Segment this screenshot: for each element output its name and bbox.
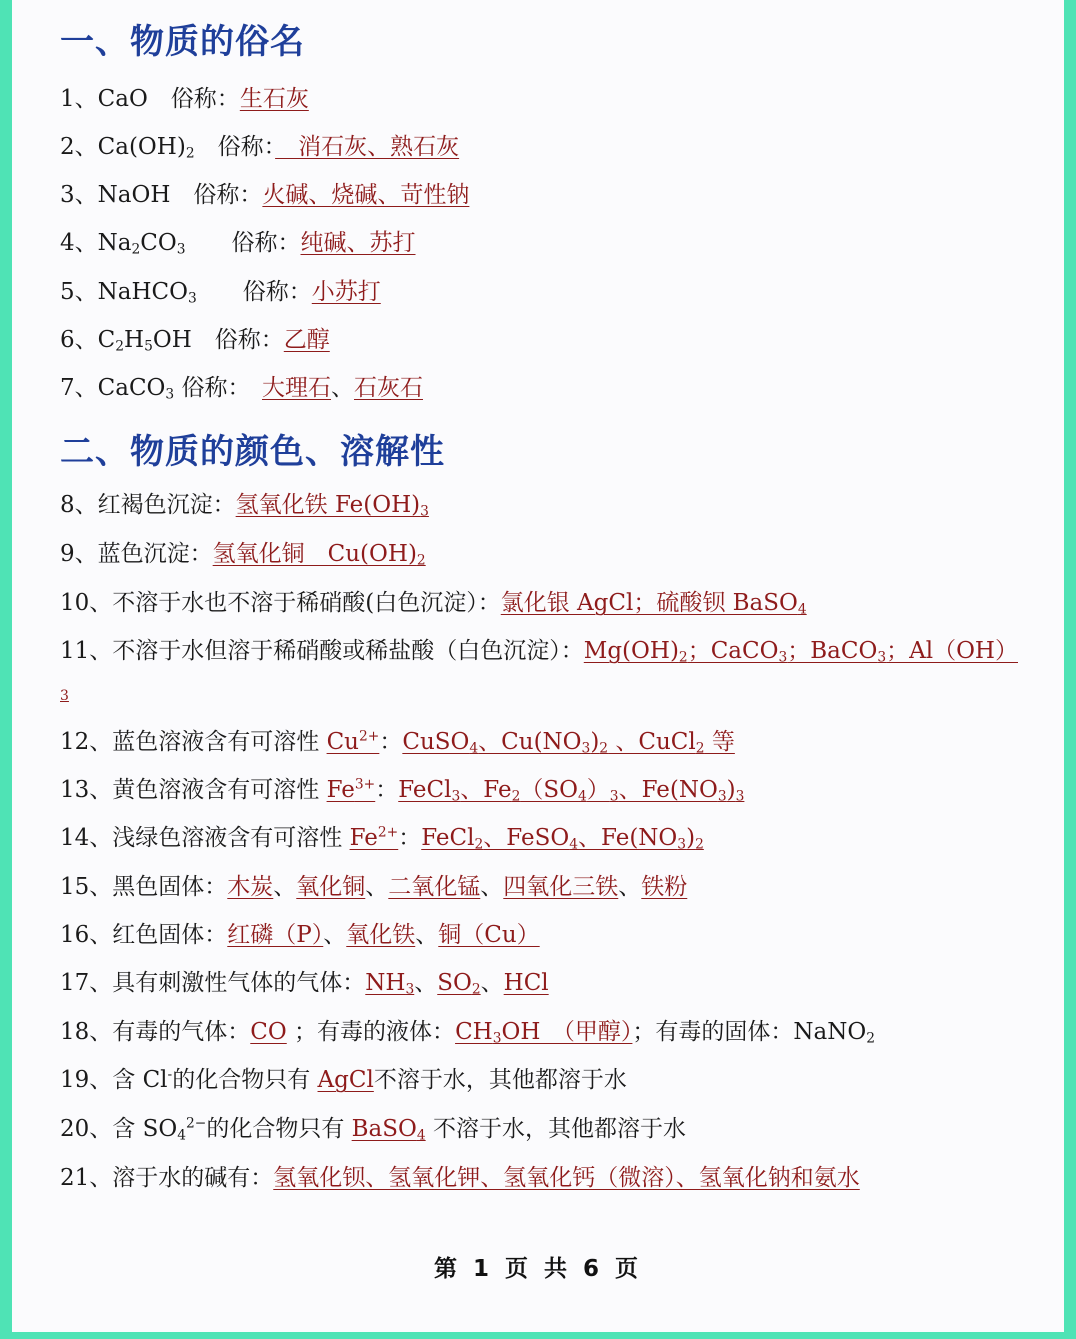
line-11-b: ；CaCO [687,638,779,664]
line-8-answer: 氢氧化铁 Fe(OH) [235,492,421,518]
line-21-text: 21、溶于水的碱有： [60,1165,274,1191]
line-20-answer: BaSO [351,1116,417,1142]
line-10 [60,588,807,618]
line-12-s1: 4 [469,740,479,757]
line-6-sub1: 2 [115,338,125,355]
line-16-sep1: 、 [323,922,347,948]
line-15-e: 铁粉 [641,874,688,900]
line-16-c: 铜（Cu） [438,922,540,948]
line-7 [60,373,423,403]
line-18-s1: 3 [492,1030,502,1047]
line-16-sep2: 、 [415,922,439,948]
line-21 [60,1163,860,1193]
line-13-charge: 3+ [354,776,376,793]
line-12 [60,727,735,757]
line-2-answer: 消石灰、熟石灰 [275,134,460,160]
line-14-b: 、FeSO [483,825,570,851]
line-14-s1: 2 [474,836,484,853]
line-3 [60,180,469,210]
line-2-text: 2、Ca(OH) [60,134,186,160]
line-13-colon: ： [375,777,399,803]
line-17-b: SO [437,970,472,996]
line-15-a: 木炭 [227,874,274,900]
line-18-b: CH [455,1019,493,1045]
line-13-s3: 4 [578,788,587,805]
line-14-ion: Fe [349,825,378,851]
line-14-c: 、Fe(NO [578,825,678,851]
line-15-sep4: 、 [618,874,642,900]
line-4-sub1: 2 [131,241,141,258]
line-5-sub: 3 [187,290,197,307]
line-18 [60,1017,875,1047]
line-11-s2: 3 [778,649,788,666]
line-12-charge: 2+ [359,728,380,745]
line-13-s5: 3 [717,788,727,805]
line-14-charge: 2+ [377,824,399,841]
line-16-b: 氧化铁 [346,922,416,948]
line-20-mid: 的化合物只有 [206,1116,352,1142]
line-12-s2: 3 [581,740,591,757]
line-12-e: 等 [704,729,735,755]
line-11 [60,636,1018,666]
line-18-a: CO [250,1019,287,1045]
line-20-charge: 2− [185,1115,207,1132]
line-1 [60,84,309,114]
line-3-answer: 火碱、烧碱、苛性钠 [262,182,470,208]
line-1-answer: 生石灰 [239,86,309,112]
line-12-text: 12、蓝色溶液含有可溶性 [60,729,327,755]
line-9-text: 9、蓝色沉淀： [60,541,213,567]
line-6-text2: H [124,327,145,353]
line-4-sub2: 3 [176,241,186,258]
line-13-ion: Fe [326,777,355,803]
line-13-text: 13、黄色溶液含有可溶性 [60,777,327,803]
line-11-c: ；BaCO [787,638,878,664]
line-14-d: ) [686,825,696,851]
line-18-s2: 2 [866,1030,876,1047]
line-13-f: ) [726,777,736,803]
line-16-a: 红磷（P） [227,922,324,948]
line-11-text: 11、不溶于水但溶于稀硝酸或稀盐酸（白色沉淀）： [60,638,584,664]
line-13-s2: 2 [511,788,521,805]
line-12-d: 、CuCl [608,729,696,755]
line-8-text: 8、红褐色沉淀： [60,492,236,518]
line-11-d: ；Al（OH） [886,638,1018,664]
line-20-post: 不溶于水，其他都溶于水 [425,1116,686,1142]
line-17-s1: 3 [405,981,415,998]
line-18-m2: ；有毒的固体：NaNO [632,1019,867,1045]
line-12-s3: 2 [599,740,609,757]
line-15-c: 二氧化锰 [388,874,481,900]
line-13-s4: 3 [609,788,619,805]
line-20-sub: 4 [177,1127,186,1144]
line-2-label: 俗称： [194,134,276,160]
line-13-s1: 3 [451,788,461,805]
line-14-colon: ： [398,825,422,851]
line-12-b: 、Cu(NO [478,729,582,755]
line-18-c: OH （甲醇） [501,1019,633,1045]
line-11-overflow-subscript: 3 [60,688,69,704]
line-2-sub: 2 [185,145,195,162]
line-17-sep1: 、 [414,970,438,996]
line-13-d: ） [586,777,610,803]
line-4-text: 4、Na [60,230,132,256]
line-6 [60,325,330,355]
line-14-s3: 3 [677,836,687,853]
line-13-s6: 3 [735,788,745,805]
line-11-s3: 3 [877,649,887,666]
line-19-post: 不溶于水，其他都溶于水 [373,1067,627,1093]
line-16-text: 16、红色固体： [60,922,228,948]
line-1-text: 1、CaO 俗称： [60,86,240,112]
line-4-text2: CO [140,230,177,256]
line-18-text: 18、有毒的气体： [60,1019,251,1045]
line-12-c: ) [590,729,600,755]
line-19 [60,1065,627,1095]
line-2 [60,132,459,162]
line-15-d: 四氧化三铁 [503,874,619,900]
line-10-text: 10、不溶于水也不溶于稀硝酸(白色沉淀）： [60,590,501,616]
line-5-text: 5、NaHCO [60,279,188,305]
line-17 [60,968,549,998]
line-7-text: 7、CaCO [60,375,166,401]
line-14-text: 14、浅绿色溶液含有可溶性 [60,825,350,851]
line-7-answer1: 大理石 [262,375,331,401]
line-17-a: NH [365,970,406,996]
line-9-answer: 氢氧化铜 Cu(OH) [212,541,417,567]
line-12-colon: ： [379,729,403,755]
line-5-label: 俗称： [196,279,312,305]
line-4-label: 俗称： [185,230,301,256]
line-13-a: FeCl [398,777,452,803]
section-heading-colors: 二、物质的颜色、溶解性 [60,432,445,472]
line-5 [60,277,381,307]
line-19-charge: - [167,1066,173,1083]
line-15-sep3: 、 [480,874,504,900]
line-6-text: 6、C [60,327,116,353]
line-13-c: （SO [520,777,579,803]
line-4 [60,228,416,258]
line-20-answer-sub: 4 [416,1127,426,1144]
line-9-sub: 2 [416,552,426,569]
page-footer: 第 1 页 共 6 页 [433,1256,643,1282]
line-17-s2: 2 [471,981,481,998]
line-15-text: 15、黑色固体： [60,874,228,900]
line-8-sub: 3 [420,503,429,520]
line-17-text: 17、具有刺激性气体的气体： [60,970,366,996]
line-4-answer: 纯碱、苏打 [300,230,416,256]
line-14-a: FeCl [421,825,475,851]
line-16 [60,920,540,950]
line-15-sep2: 、 [365,874,389,900]
line-10-answer: 氯化银 AgCl；硫酸钡 BaSO [500,590,798,616]
line-9 [60,539,426,569]
line-20-text: 20、含 SO [60,1116,178,1142]
line-21-answer: 氢氧化钡、氢氧化钾、氢氧化钙（微溶）、氢氧化钠和氨水 [273,1165,860,1191]
line-14-s4: 2 [695,836,704,853]
line-14-s2: 4 [569,836,579,853]
line-6-label: OH 俗称： [152,327,284,353]
line-10-sub: 4 [797,601,807,618]
line-3-text: 3、NaOH 俗称： [60,182,263,208]
line-5-answer: 小苏打 [311,279,381,305]
line-8 [60,490,429,520]
line-14 [60,823,704,853]
line-11-a: Mg(OH) [583,638,679,664]
line-7-label: 俗称： [174,375,262,401]
line-17-sep2: 、 [480,970,504,996]
line-11-s1: 2 [678,649,688,666]
line-13-b: 、Fe [460,777,512,803]
line-6-answer: 乙醇 [283,327,330,353]
line-17-c: HCl [503,970,549,996]
document-page [12,0,1064,1332]
line-13-e: 、Fe(NO [618,777,718,803]
line-7-sep: 、 [331,375,354,401]
line-18-m1: ；有毒的液体： [286,1019,456,1045]
line-12-a: CuSO [402,729,470,755]
line-12-s4: 2 [695,740,705,757]
line-15-sep1: 、 [273,874,297,900]
line-20 [60,1114,686,1144]
line-19-answer: AgCl [317,1067,374,1093]
line-13 [60,775,744,805]
line-15 [60,872,687,902]
line-19-mid: 的化合物只有 [172,1067,318,1093]
line-6-sub2: 5 [144,338,153,355]
line-12-ion: Cu [326,729,359,755]
line-15-b: 氧化铜 [296,874,366,900]
line-19-text: 19、含 Cl [60,1067,168,1093]
section-heading-names: 一、物质的俗名 [60,22,305,62]
line-7-answer2: 石灰石 [354,375,423,401]
line-7-sub: 3 [165,386,175,403]
